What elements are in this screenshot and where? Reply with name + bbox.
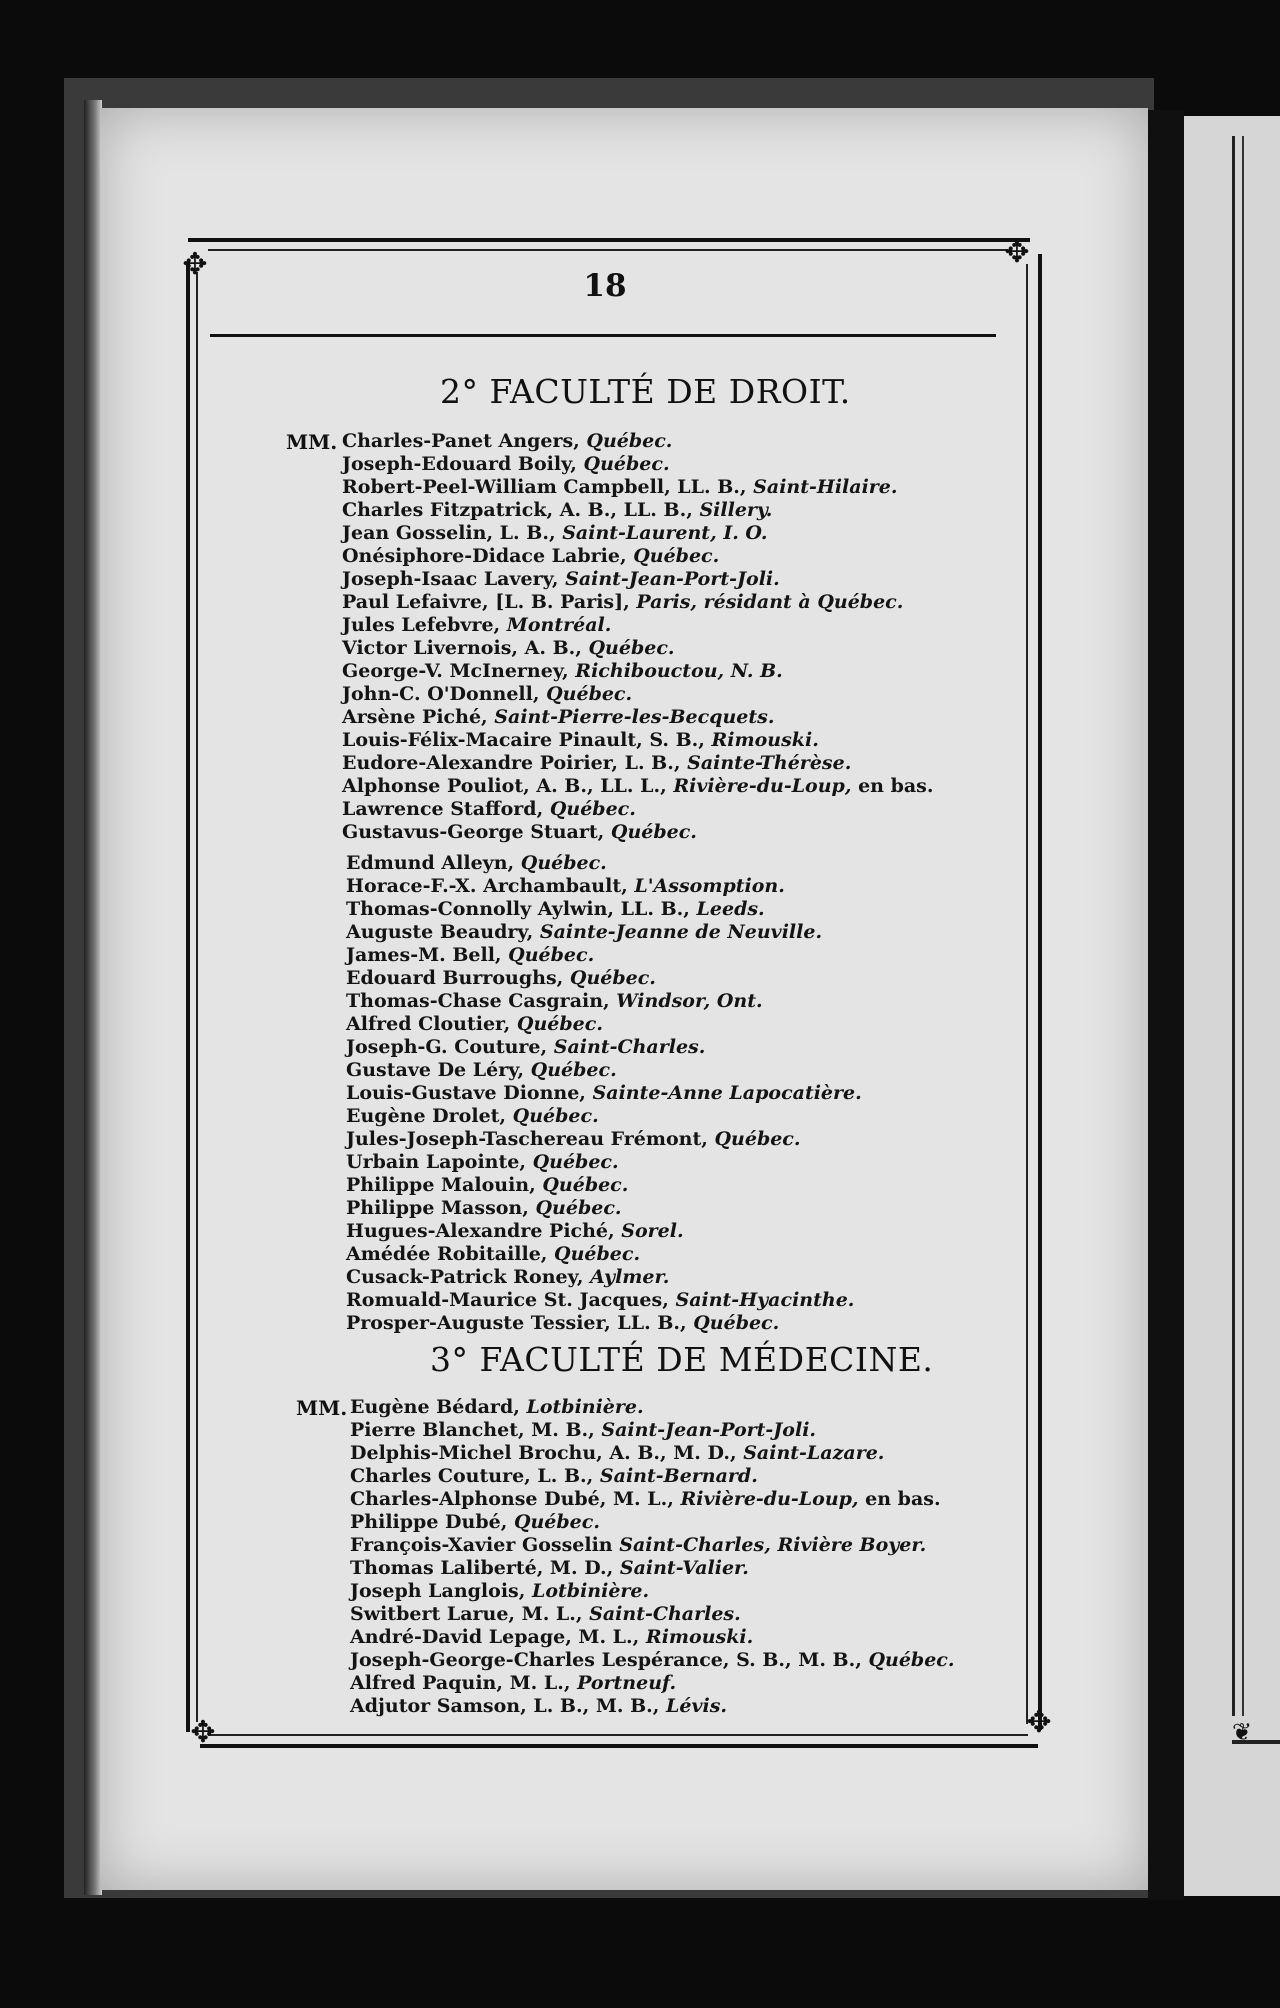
student-place: Saint-Charles, Rivière Boyer. bbox=[619, 1534, 927, 1556]
corner-ornament-icon: ✥ bbox=[1026, 1705, 1052, 1740]
list-item bbox=[342, 430, 934, 453]
student-place: Québec. bbox=[693, 1312, 780, 1334]
corner-ornament-icon: ✥ bbox=[1004, 235, 1030, 270]
list-item bbox=[342, 798, 934, 821]
student-name: Adjutor Samson, L. B., M. B., bbox=[350, 1695, 660, 1717]
student-name: Robert-Peel-William Campbell, LL. B., bbox=[342, 476, 747, 498]
list-item bbox=[342, 660, 934, 683]
student-place: Québec. bbox=[633, 545, 720, 567]
student-place: Québec. bbox=[513, 1511, 600, 1533]
list-item bbox=[350, 1442, 954, 1465]
list-item bbox=[346, 875, 862, 898]
student-name: Edouard Burroughs, bbox=[346, 967, 564, 989]
student-place: Rivière-du-Loup, bbox=[673, 775, 852, 797]
student-name: Eugène Drolet, bbox=[346, 1105, 507, 1127]
student-name: Joseph-George-Charles Lespérance, S. B., M. B., bbox=[350, 1649, 862, 1671]
list-item bbox=[350, 1419, 954, 1442]
list-item bbox=[350, 1511, 954, 1534]
corner-ornament-icon: ✥ bbox=[190, 1715, 216, 1750]
student-place: Québec. bbox=[586, 430, 673, 452]
student-name: Hugues-Alexandre Piché, bbox=[346, 1220, 615, 1242]
student-place: Sillery. bbox=[699, 499, 773, 521]
list-item bbox=[342, 706, 934, 729]
student-place: Québec. bbox=[610, 821, 697, 843]
list-item bbox=[346, 1082, 862, 1105]
section-title-medecine: 3° FACULTÉ DE MÉDECINE. bbox=[430, 1340, 934, 1379]
student-place: Québec. bbox=[542, 1174, 629, 1196]
student-place: Saint-Hilaire. bbox=[753, 476, 898, 498]
student-name: Edmund Alleyn, bbox=[346, 852, 515, 874]
adjacent-page-ornament-icon: ❦ bbox=[1232, 1718, 1253, 1746]
student-name: André-David Lepage, M. L., bbox=[350, 1626, 640, 1648]
student-place: Saint-Charles. bbox=[589, 1603, 741, 1625]
list-item bbox=[346, 1243, 862, 1266]
student-place: Québec. bbox=[588, 637, 675, 659]
student-place: Saint-Hyacinthe. bbox=[675, 1289, 855, 1311]
list-item bbox=[350, 1396, 954, 1419]
place-suffix: en bas. bbox=[858, 1488, 941, 1510]
student-place: Québec. bbox=[512, 1105, 599, 1127]
list-item bbox=[350, 1465, 954, 1488]
frame-rule-right bbox=[1038, 254, 1042, 1730]
student-name: Onésiphore-Didace Labrie, bbox=[342, 545, 627, 567]
student-name: François-Xavier Gosselin bbox=[350, 1534, 613, 1556]
frame-rule-bottom-inner bbox=[208, 1734, 1028, 1736]
list-item bbox=[346, 1013, 862, 1036]
student-place: Saint-Lazare. bbox=[743, 1442, 885, 1464]
list-item bbox=[346, 1266, 862, 1289]
list-item bbox=[342, 683, 934, 706]
student-place: Paris, résidant à Québec. bbox=[636, 591, 904, 613]
list-item bbox=[342, 752, 934, 775]
list-item bbox=[350, 1580, 954, 1603]
student-name: Joseph Langlois, bbox=[350, 1580, 526, 1602]
student-place: Québec. bbox=[520, 852, 607, 874]
student-place: Québec. bbox=[569, 967, 656, 989]
list-item bbox=[342, 729, 934, 752]
list-item bbox=[346, 1151, 862, 1174]
student-name: Gustave De Léry, bbox=[346, 1059, 525, 1081]
list-item bbox=[346, 944, 862, 967]
student-place: Saint-Pierre-les-Becquets. bbox=[494, 706, 775, 728]
list-item bbox=[342, 568, 934, 591]
student-place: L'Assomption. bbox=[634, 875, 785, 897]
student-name: Alfred Cloutier, bbox=[346, 1013, 511, 1035]
list-item bbox=[342, 522, 934, 545]
frame-rule-left-inner bbox=[196, 272, 198, 1722]
list-item bbox=[346, 1220, 862, 1243]
list-item bbox=[346, 1197, 862, 1220]
student-place: Québec. bbox=[583, 453, 670, 475]
student-name: Philippe Dubé, bbox=[350, 1511, 508, 1533]
student-name: Delphis-Michel Brochu, A. B., M. D., bbox=[350, 1442, 737, 1464]
list-item bbox=[346, 921, 862, 944]
student-place: Richibouctou, N. B. bbox=[575, 660, 783, 682]
student-name: George-V. McInerney, bbox=[342, 660, 569, 682]
student-name: Arsène Piché, bbox=[342, 706, 488, 728]
list-item bbox=[346, 990, 862, 1013]
student-place: Lotbinière. bbox=[526, 1396, 644, 1418]
list-item bbox=[350, 1626, 954, 1649]
student-place: Rimouski. bbox=[711, 729, 819, 751]
student-place: Leeds. bbox=[696, 898, 765, 920]
student-name: Charles-Alphonse Dubé, M. L., bbox=[350, 1488, 674, 1510]
corner-ornament-icon: ✥ bbox=[182, 247, 208, 282]
student-place: Sainte-Jeanne de Neuville. bbox=[539, 921, 823, 943]
student-name: Victor Livernois, A. B., bbox=[342, 637, 582, 659]
student-list bbox=[346, 852, 862, 1335]
student-name: Urbain Lapointe, bbox=[346, 1151, 526, 1173]
student-name: Pierre Blanchet, M. B., bbox=[350, 1419, 595, 1441]
student-place: Québec. bbox=[508, 944, 595, 966]
student-name: Lawrence Stafford, bbox=[342, 798, 544, 820]
student-name: Romuald-Maurice St. Jacques, bbox=[346, 1289, 669, 1311]
student-name: Louis-Félix-Macaire Pinault, S. B., bbox=[342, 729, 705, 751]
list-item bbox=[342, 453, 934, 476]
student-name: Thomas-Connolly Aylwin, LL. B., bbox=[346, 898, 690, 920]
list-item bbox=[350, 1672, 954, 1695]
list-item bbox=[346, 1059, 862, 1082]
frame-rule-top bbox=[188, 238, 1030, 242]
student-place: Saint-Jean-Port-Joli. bbox=[601, 1419, 817, 1441]
list-item bbox=[346, 1289, 862, 1312]
list-item bbox=[342, 499, 934, 522]
section-title-droit: 2° FACULTÉ DE DROIT. bbox=[440, 372, 851, 411]
student-name: Auguste Beaudry, bbox=[346, 921, 534, 943]
student-place: Lévis. bbox=[666, 1695, 728, 1717]
student-place: Rivière-du-Loup, bbox=[680, 1488, 859, 1510]
student-name: Joseph-G. Couture, bbox=[346, 1036, 548, 1058]
student-place: Québec. bbox=[554, 1243, 641, 1265]
student-name: Philippe Malouin, bbox=[346, 1174, 536, 1196]
student-place: Saint-Charles. bbox=[553, 1036, 706, 1058]
student-name: Eudore-Alexandre Poirier, L. B., bbox=[342, 752, 681, 774]
student-place: Saint-Jean-Port-Joli. bbox=[565, 568, 780, 590]
student-name: Paul Lefaivre, [L. B. Paris], bbox=[342, 591, 630, 613]
student-name: Switbert Larue, M. L., bbox=[350, 1603, 583, 1625]
list-item bbox=[350, 1649, 954, 1672]
student-list bbox=[342, 430, 934, 844]
list-item bbox=[350, 1557, 954, 1580]
student-name: Eugène Bédard, bbox=[350, 1396, 520, 1418]
list-item bbox=[346, 1128, 862, 1151]
header-rule bbox=[210, 334, 996, 337]
list-item bbox=[342, 775, 934, 798]
student-name: Jules Lefebvre, bbox=[342, 614, 501, 636]
student-name: Charles Fitzpatrick, A. B., LL. B., bbox=[342, 499, 693, 521]
list-item bbox=[350, 1488, 954, 1511]
student-place: Québec. bbox=[516, 1013, 603, 1035]
list-item bbox=[346, 1036, 862, 1059]
student-name: Jean Gosselin, L. B., bbox=[342, 522, 556, 544]
list-item bbox=[350, 1534, 954, 1557]
page-number: 18 bbox=[583, 268, 627, 304]
place-suffix: en bas. bbox=[851, 775, 934, 797]
student-place: Québec. bbox=[714, 1128, 801, 1150]
student-list bbox=[350, 1396, 954, 1718]
student-name: Charles-Panet Angers, bbox=[342, 430, 580, 452]
list-item bbox=[346, 852, 862, 875]
list-item bbox=[346, 1105, 862, 1128]
student-place: Sorel. bbox=[621, 1220, 684, 1242]
list-item bbox=[346, 967, 862, 990]
frame-rule-top-inner bbox=[208, 249, 1008, 251]
student-name: Thomas Laliberté, M. D., bbox=[350, 1557, 614, 1579]
book-spine bbox=[1148, 110, 1184, 1900]
student-name: Prosper-Auguste Tessier, LL. B., bbox=[346, 1312, 687, 1334]
student-name: Alphonse Pouliot, A. B., LL. L., bbox=[342, 775, 667, 797]
list-item bbox=[346, 898, 862, 921]
student-place: Québec. bbox=[549, 798, 636, 820]
list-item bbox=[342, 476, 934, 499]
list-item bbox=[346, 1174, 862, 1197]
student-name: John-C. O'Donnell, bbox=[342, 683, 540, 705]
list-item bbox=[346, 1312, 862, 1335]
list-item bbox=[342, 614, 934, 637]
student-place: Windsor, Ont. bbox=[616, 990, 763, 1012]
student-place: Québec. bbox=[546, 683, 633, 705]
frame-rule-left bbox=[186, 262, 190, 1732]
frame-rule-right-inner bbox=[1026, 264, 1028, 1724]
section-prefix: MM. bbox=[286, 430, 338, 454]
frame-rule-bottom bbox=[200, 1744, 1038, 1748]
student-name: Horace-F.-X. Archambault, bbox=[346, 875, 628, 897]
student-place: Rimouski. bbox=[645, 1626, 754, 1648]
student-name: Thomas-Chase Casgrain, bbox=[346, 990, 610, 1012]
student-name: Charles Couture, L. B., bbox=[350, 1465, 594, 1487]
adjacent-page-frame-rule bbox=[1232, 136, 1235, 1716]
list-item bbox=[350, 1695, 954, 1718]
student-place: Portneuf. bbox=[577, 1672, 677, 1694]
student-name: James-M. Bell, bbox=[346, 944, 502, 966]
student-name: Cusack-Patrick Roney, bbox=[346, 1266, 584, 1288]
adjacent-page-frame-rule bbox=[1242, 136, 1244, 1716]
section-prefix: MM. bbox=[296, 1396, 348, 1420]
list-item bbox=[350, 1603, 954, 1626]
student-name: Philippe Masson, bbox=[346, 1197, 529, 1219]
student-name: Gustavus-George Stuart, bbox=[342, 821, 605, 843]
list-item bbox=[342, 591, 934, 614]
student-name: Alfred Paquin, M. L., bbox=[350, 1672, 571, 1694]
student-place: Montréal. bbox=[506, 614, 612, 636]
student-place: Saint-Bernard. bbox=[599, 1465, 758, 1487]
student-name: Joseph-Isaac Lavery, bbox=[342, 568, 559, 590]
student-place: Québec. bbox=[532, 1151, 619, 1173]
student-place: Québec. bbox=[530, 1059, 617, 1081]
student-name: Jules-Joseph-Taschereau Frémont, bbox=[346, 1128, 708, 1150]
student-name: Joseph-Edouard Boily, bbox=[342, 453, 577, 475]
student-place: Aylmer. bbox=[590, 1266, 670, 1288]
student-place: Lotbinière. bbox=[531, 1580, 650, 1602]
student-place: Québec. bbox=[868, 1649, 955, 1671]
student-place: Saint-Laurent, I. O. bbox=[562, 522, 768, 544]
list-item bbox=[342, 637, 934, 660]
list-item bbox=[342, 821, 934, 844]
student-place: Québec. bbox=[535, 1197, 622, 1219]
student-name: Amédée Robitaille, bbox=[346, 1243, 548, 1265]
list-item bbox=[342, 545, 934, 568]
student-name: Louis-Gustave Dionne, bbox=[346, 1082, 586, 1104]
student-place: Sainte-Thérèse. bbox=[687, 752, 852, 774]
student-place: Sainte-Anne Lapocatière. bbox=[592, 1082, 862, 1104]
student-place: Saint-Valier. bbox=[619, 1557, 749, 1579]
